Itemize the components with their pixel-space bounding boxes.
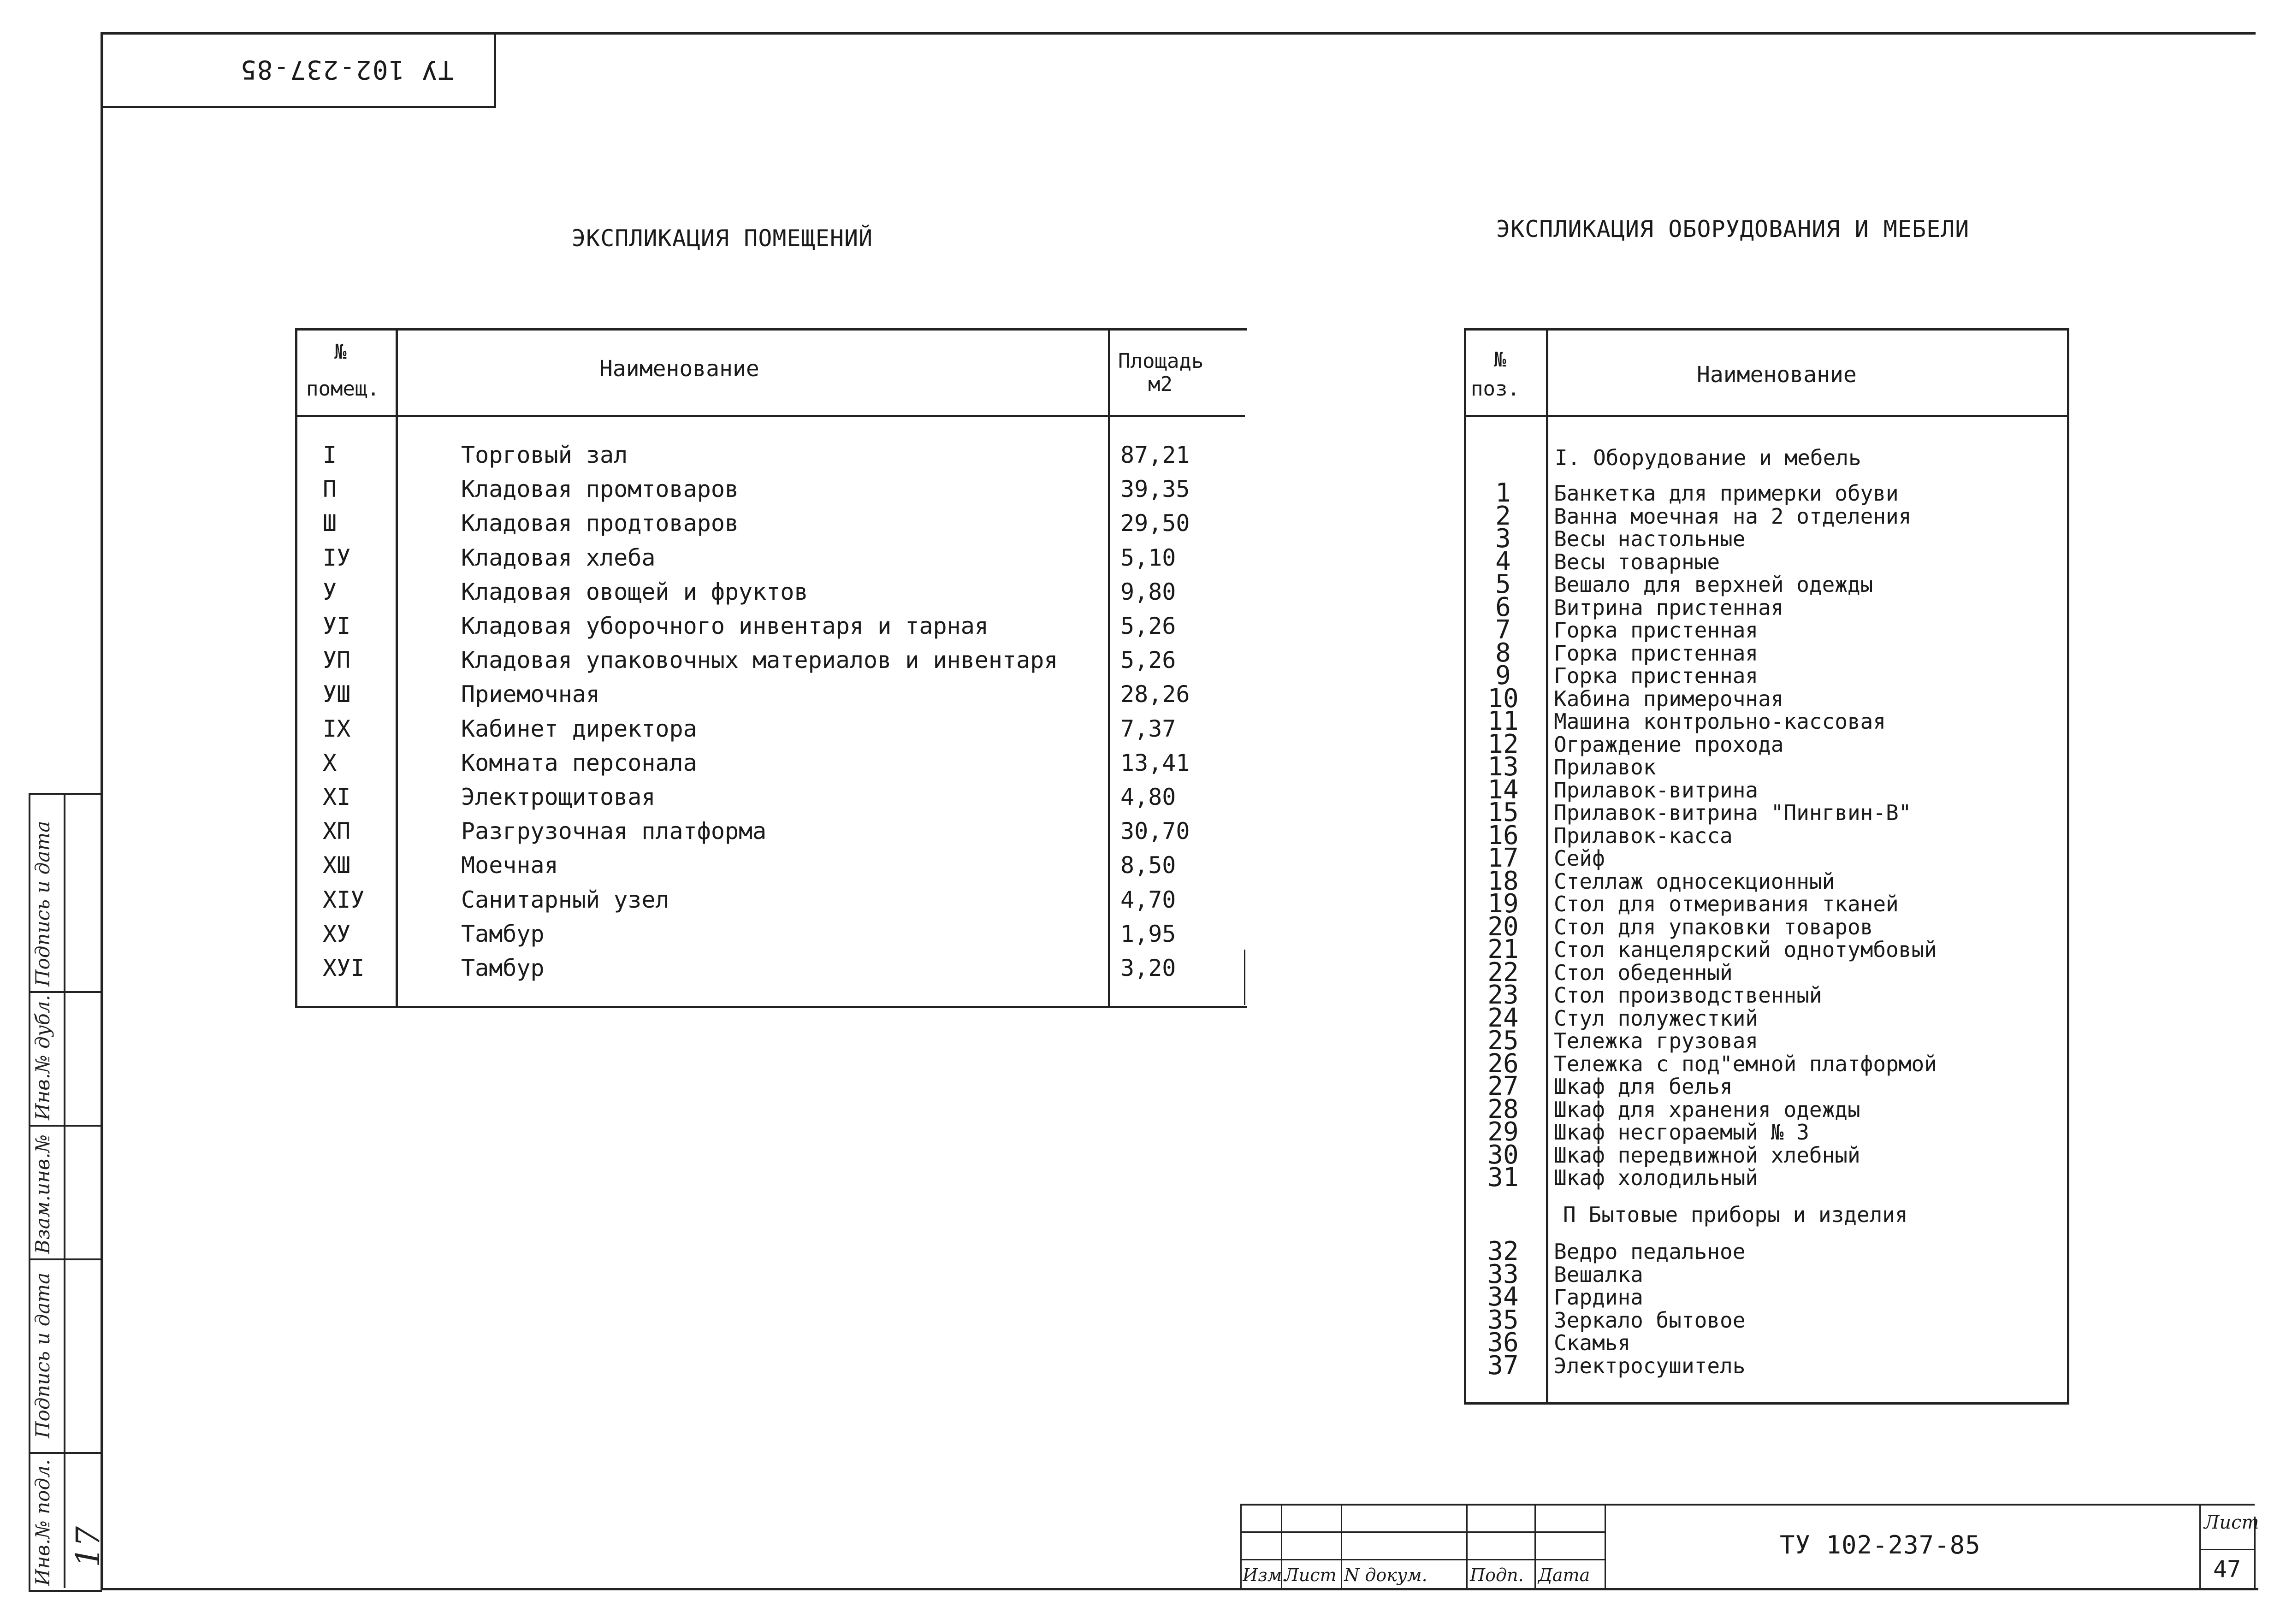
equipment-section-2-title: П Бытовые приборы и изделия — [1563, 1202, 1908, 1227]
room-name: Кабинет директора — [461, 715, 697, 742]
equipment-item-name: Стол обеденный — [1554, 960, 1733, 985]
equipment-item-name: Стеллаж односекционный — [1554, 869, 1835, 894]
equipment-item-name: Ванна моечная на 2 отделения — [1554, 504, 1912, 529]
title-block-label-change: Изм. — [1243, 1565, 1288, 1585]
equipment-item-name: Горка пристенная — [1554, 663, 1759, 688]
room-number: УШ — [323, 681, 351, 708]
title-block-rule — [2199, 1549, 2255, 1550]
equipment-item-name: Стол производственный — [1554, 983, 1822, 1008]
room-name: Кладовая промтоваров — [461, 476, 739, 502]
binder-label-sign-date: Подпись и дата — [31, 1272, 54, 1438]
room-name: Моечная — [461, 852, 558, 879]
room-number: I — [323, 442, 337, 468]
room-number: XI — [323, 784, 351, 810]
room-name: Комната персонала — [461, 750, 697, 776]
title-block-label-date: Дата — [1538, 1565, 1590, 1585]
equipment-position-number: 2 — [1495, 501, 1511, 531]
equipment-item-name: Зеркало бытовое — [1554, 1308, 1746, 1333]
room-area: 1,95 — [1120, 921, 1176, 947]
rooms-heading: ЭКСПЛИКАЦИЯ ПОМЕЩЕНИЙ — [572, 225, 873, 252]
equipment-item-name: Прилавок-витрина "Пингвин-В" — [1554, 800, 1912, 825]
title-block-code: ТУ 102-237-85 — [1780, 1530, 1981, 1559]
equipment-position-number: 17 — [1487, 843, 1519, 873]
title-block-divider — [1341, 1504, 1342, 1588]
room-number: XУ — [323, 921, 351, 947]
room-name: Санитарный узел — [461, 886, 669, 913]
equipment-item-name: Ограждение прохода — [1554, 732, 1784, 757]
equipment-position-number: 28 — [1487, 1094, 1519, 1124]
room-name: Разгрузочная платформа — [461, 818, 767, 844]
room-area: 5,26 — [1120, 613, 1176, 639]
rooms-col-area-header: Площадь — [1118, 349, 1204, 373]
room-area: 39,35 — [1120, 476, 1190, 502]
equipment-position-number: 13 — [1487, 752, 1519, 782]
room-area: 30,70 — [1120, 818, 1190, 844]
title-block-divider — [1240, 1504, 1242, 1588]
room-area: 7,37 — [1120, 715, 1176, 742]
title-block-rule — [1240, 1559, 1605, 1560]
equipment-item-name: Шкаф холодильный — [1554, 1165, 1759, 1190]
room-name: Кладовая хлеба — [461, 544, 656, 571]
equipment-table-header-rule — [1464, 415, 2067, 417]
equipment-position-number: 8 — [1495, 638, 1511, 668]
equipment-item-name: Тележка грузовая — [1554, 1028, 1759, 1053]
room-area: 3,20 — [1120, 955, 1176, 981]
room-number: XУI — [323, 955, 365, 981]
equipment-position-number: 10 — [1487, 684, 1519, 714]
equipment-position-number: 33 — [1487, 1259, 1519, 1289]
equipment-col-num-label: поз. — [1471, 377, 1520, 401]
rooms-table-header-rule — [295, 415, 1245, 417]
equipment-position-number: 37 — [1487, 1351, 1519, 1381]
equipment-item-name: Шкаф для белья — [1554, 1074, 1733, 1099]
equipment-position-number: 5 — [1495, 569, 1511, 599]
equipment-position-number: 27 — [1487, 1071, 1519, 1101]
title-block-divider — [1605, 1504, 1606, 1588]
equipment-position-number: 31 — [1487, 1163, 1519, 1193]
room-area: 13,41 — [1120, 750, 1190, 776]
room-area: 4,70 — [1120, 886, 1176, 913]
rooms-table-divider — [1108, 328, 1110, 1006]
equipment-position-number: 9 — [1495, 661, 1511, 691]
rooms-col-area-unit: м2 — [1148, 372, 1173, 396]
equipment-position-number: 4 — [1495, 547, 1511, 577]
equipment-position-number: 6 — [1495, 592, 1511, 622]
equipment-heading: ЭКСПЛИКАЦИЯ ОБОРУДОВАНИЯ И МЕБЕЛИ — [1496, 216, 1970, 242]
equipment-position-number: 15 — [1487, 797, 1519, 827]
room-name: Кладовая продтоваров — [461, 510, 739, 537]
equipment-position-number: 34 — [1487, 1282, 1519, 1312]
equipment-item-name: Ведро педальное — [1554, 1239, 1746, 1264]
room-name: Кладовая овощей и фруктов — [461, 579, 808, 605]
room-number: У — [323, 579, 337, 605]
room-name: Торговый зал — [461, 442, 628, 468]
equipment-position-number: 11 — [1487, 706, 1519, 736]
room-area: 5,10 — [1120, 544, 1176, 571]
equipment-position-number: 16 — [1487, 821, 1519, 850]
equipment-item-name: Машина контрольно-кассовая — [1554, 709, 1886, 734]
room-area: 28,26 — [1120, 681, 1190, 708]
equipment-item-name: Вешало для верхней одежды — [1554, 572, 1873, 597]
equipment-position-number: 35 — [1487, 1305, 1519, 1335]
equipment-item-name: Горка пристенная — [1554, 618, 1759, 643]
equipment-item-name: Весы товарные — [1554, 549, 1720, 574]
equipment-item-name: Стол для упаковки товаров — [1554, 915, 1873, 939]
equipment-position-number: 24 — [1487, 1003, 1519, 1033]
room-number: IУ — [323, 544, 351, 571]
binder-label-replaced-inv: Взам.инв.№ — [31, 1134, 54, 1254]
equipment-item-name: Шкаф передвижной хлебный — [1554, 1143, 1860, 1168]
equipment-col-name-header: Наименование — [1697, 362, 1857, 388]
room-area: 4,80 — [1120, 784, 1176, 810]
equipment-item-name: Шкаф несгораемый № 3 — [1554, 1120, 1809, 1145]
equipment-item-name: Шкаф для хранения одежды — [1554, 1097, 1860, 1122]
equipment-item-name: Тележка с под"емной платформой — [1554, 1051, 1937, 1076]
title-block-divider — [1534, 1504, 1536, 1588]
title-block-divider — [1466, 1504, 1468, 1588]
rooms-col-num-label: помещ. — [306, 377, 379, 401]
equipment-item-name: Стол для отмеривания тканей — [1554, 892, 1899, 916]
equipment-item-name: Сейф — [1554, 846, 1605, 871]
equipment-item-name: Кабина примерочная — [1554, 686, 1784, 711]
equipment-item-name: Прилавок-касса — [1554, 823, 1733, 848]
equipment-position-number: 22 — [1487, 957, 1519, 987]
top-stamp-code: ТУ 102-237-85 — [240, 54, 454, 84]
equipment-position-number: 26 — [1487, 1049, 1519, 1079]
equipment-position-number: 25 — [1487, 1026, 1519, 1056]
binder-label-inv-duplicate: Инв.№ дубл. — [31, 995, 54, 1120]
equipment-item-name: Скамья — [1554, 1330, 1631, 1355]
equipment-item-name: Банкетка для примерки обуви — [1554, 481, 1899, 506]
room-area: 8,50 — [1120, 852, 1176, 879]
room-name: Кладовая уборочного инвентаря и тарная — [461, 613, 989, 639]
room-name: Тамбур — [461, 921, 545, 947]
rooms-table-edge — [1244, 950, 1245, 1005]
binder-strip-divider — [64, 793, 65, 1588]
room-area: 9,80 — [1120, 579, 1176, 605]
equipment-col-num-symbol: № — [1494, 348, 1506, 372]
binder-number: 17 — [69, 1526, 107, 1567]
room-number: XП — [323, 818, 351, 844]
equipment-item-name: Прилавок — [1554, 755, 1656, 780]
equipment-position-number: 12 — [1487, 729, 1519, 759]
room-name: Электрощитовая — [461, 784, 656, 810]
binder-label-sign-date-2: Подпись и дата — [31, 821, 54, 986]
title-block-divider — [2199, 1504, 2201, 1588]
room-name: Приемочная — [461, 681, 600, 708]
binder-strip-rule — [29, 991, 101, 993]
room-number: IX — [323, 715, 351, 742]
room-number: XШ — [323, 852, 351, 879]
binder-strip-rule — [29, 1258, 101, 1260]
title-block-rule — [1240, 1531, 1605, 1533]
title-block-label-doc-no: N докум. — [1344, 1565, 1427, 1585]
room-number: Ш — [323, 510, 337, 537]
equipment-position-number: 19 — [1487, 889, 1519, 919]
rooms-table-divider — [396, 328, 398, 1006]
room-number: УП — [323, 647, 351, 673]
equipment-item-name: Электросушитель — [1554, 1353, 1746, 1378]
equipment-item-name: Прилавок-витрина — [1554, 778, 1759, 803]
equipment-position-number: 23 — [1487, 980, 1519, 1010]
equipment-position-number: 36 — [1487, 1328, 1519, 1358]
equipment-position-number: 14 — [1487, 775, 1519, 805]
equipment-item-name: Горка пристенная — [1554, 641, 1759, 666]
equipment-position-number: 21 — [1487, 934, 1519, 964]
equipment-item-name: Вешалка — [1554, 1262, 1643, 1287]
room-number: XIУ — [323, 886, 365, 913]
title-block-sheet-label: Лист — [2204, 1512, 2259, 1533]
equipment-item-name: Стол канцелярский однотумбовый — [1554, 937, 1937, 962]
room-area: 5,26 — [1120, 647, 1176, 673]
equipment-item-name: Весы настольные — [1554, 526, 1746, 551]
equipment-item-name: Гардина — [1554, 1285, 1643, 1310]
title-block-label-signature: Подп. — [1470, 1565, 1524, 1585]
equipment-table-divider — [1546, 328, 1548, 1402]
equipment-position-number: 7 — [1495, 615, 1511, 645]
equipment-position-number: 20 — [1487, 912, 1519, 942]
room-number: X — [323, 750, 337, 776]
room-number: УI — [323, 613, 351, 639]
binder-strip-rule — [29, 1452, 101, 1454]
title-block-sheet-number: 47 — [2213, 1556, 2241, 1583]
room-number: П — [323, 476, 337, 502]
equipment-position-number: 1 — [1495, 478, 1511, 508]
equipment-position-number: 29 — [1487, 1117, 1519, 1147]
binder-label-inv-original: Инв.№ подл. — [31, 1459, 54, 1586]
equipment-position-number: 32 — [1487, 1236, 1519, 1266]
equipment-position-number: 30 — [1487, 1140, 1519, 1170]
equipment-position-number: 18 — [1487, 866, 1519, 896]
room-area: 29,50 — [1120, 510, 1190, 537]
equipment-section-1-title: I. Оборудование и мебель — [1555, 445, 1861, 470]
equipment-item-name: Стул полужесткий — [1554, 1006, 1759, 1031]
room-name: Кладовая упаковочных материалов и инвентаря — [461, 647, 1058, 673]
title-block-label-sheet: Лист — [1284, 1565, 1337, 1585]
binder-strip-rule — [29, 1125, 101, 1127]
equipment-position-number: 3 — [1495, 524, 1511, 554]
room-name: Тамбур — [461, 955, 545, 981]
rooms-col-name-header: Наименование — [599, 356, 759, 382]
equipment-item-name: Витрина пристенная — [1554, 595, 1784, 620]
room-area: 87,21 — [1120, 442, 1190, 468]
rooms-col-num-symbol: № — [334, 340, 347, 364]
